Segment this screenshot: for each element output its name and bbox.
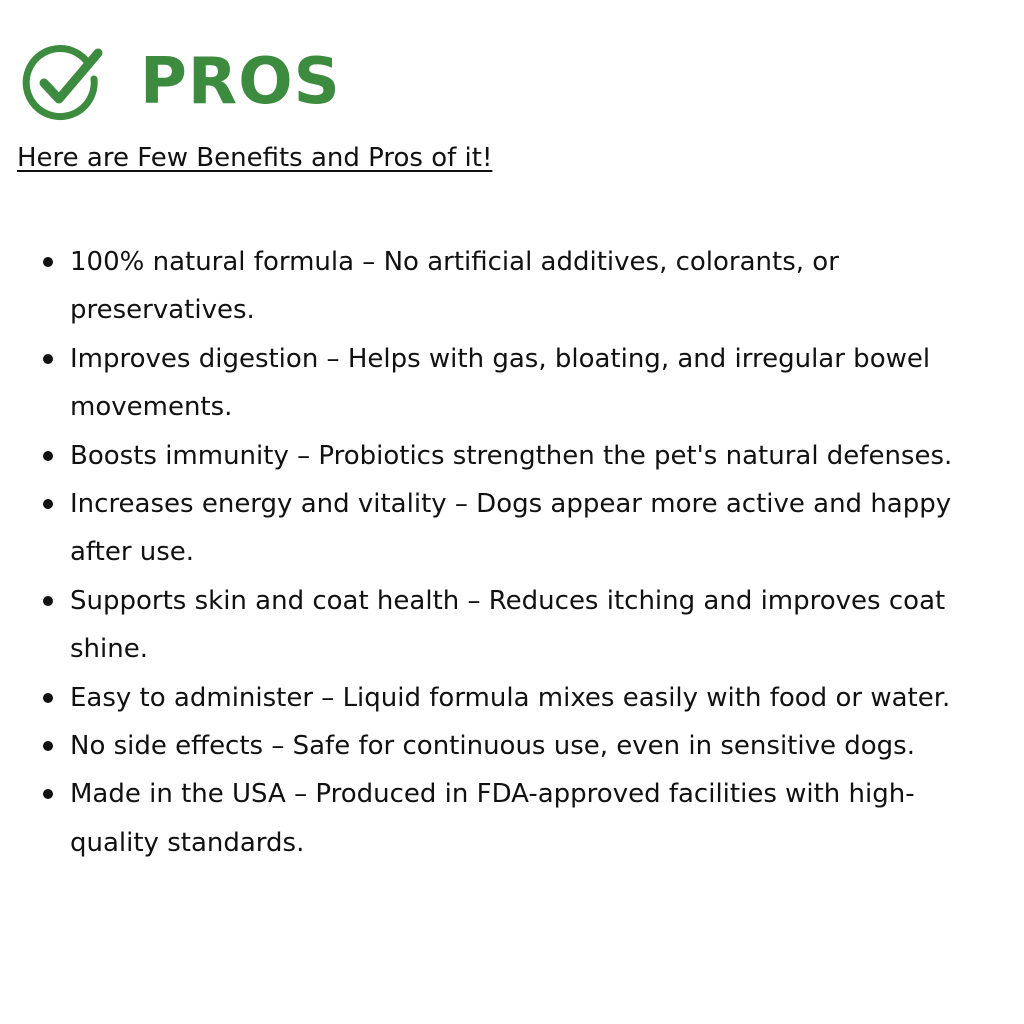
subtitle: Here are Few Benefits and Pros of it!: [17, 143, 493, 173]
list-item: [70, 480, 1000, 577]
list-item: [70, 335, 1000, 432]
list-item-text: Improves digestion – Helps with gas, bloating, and irregular bowel movements.: [70, 343, 931, 423]
page-title: PROS: [140, 45, 341, 119]
list-item-text: No side effects – Safe for continuous use, even in sensitive dogs.: [70, 731, 915, 762]
list-item: [70, 577, 1000, 674]
bullet-icon: [43, 499, 53, 509]
bullet-icon: [43, 257, 53, 267]
list-item-text: 100% natural formula – No artificial additives, colorants, or preservatives.: [70, 247, 839, 326]
bullet-icon: [43, 789, 53, 799]
list-item: [70, 722, 1000, 770]
bullet-icon: [43, 354, 53, 364]
list-item: [70, 770, 1000, 867]
list-item-text: Increases energy and vitality – Dogs appear more active and happy after use.: [70, 489, 952, 568]
check-circle-icon: [22, 41, 104, 123]
pros-header: [22, 42, 341, 122]
benefits-list: [70, 238, 1000, 867]
list-item-text: Easy to administer – Liquid formula mixes easily with food or water.: [70, 682, 951, 713]
list-item: [70, 432, 1000, 480]
list-item-text: Supports skin and coat health – Reduces itching and improves coat shine.: [70, 585, 946, 665]
bullet-icon: [43, 596, 53, 606]
list-item: [70, 238, 1000, 335]
list-item-text: Made in the USA – Produced in FDA-approved facilities with high-quality standards.: [70, 779, 915, 858]
bullet-icon: [43, 451, 53, 461]
list-item-text: Boosts immunity – Probiotics strengthen the pet's natural defenses.: [70, 440, 953, 471]
bullet-icon: [43, 693, 53, 703]
bullet-icon: [43, 741, 53, 751]
list-item: [70, 674, 1000, 722]
